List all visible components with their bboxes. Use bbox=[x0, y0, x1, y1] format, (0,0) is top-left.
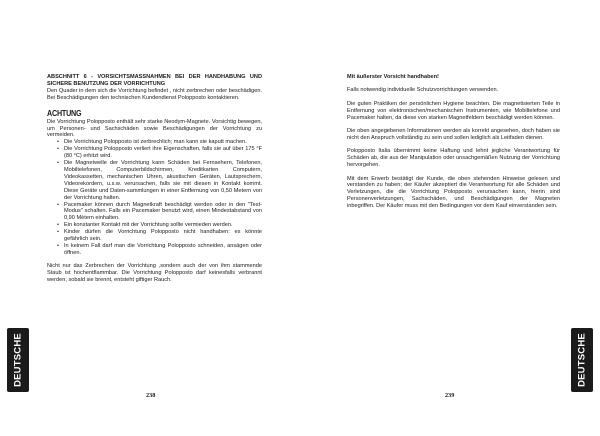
language-tab-label: DEUTSCHE bbox=[12, 333, 24, 387]
warning-list bbox=[47, 139, 262, 256]
list-item: • Die Vorrichtung Polopposto verliert ihre Eigenschaften, falls sie auf über 175 °F (80 °C) erhitzt wird. bbox=[57, 146, 262, 160]
right-page-content bbox=[347, 74, 560, 210]
left-page-content bbox=[47, 74, 262, 284]
warning-title: ACHTUNG bbox=[47, 107, 82, 118]
page-number-right: 239 bbox=[445, 392, 455, 399]
right-paragraph: Die guten Praktiken der persönlichen Hygiene beachten. Die magnetisierten Teile in Entfernung von elektronischen/mechanischen Instrumenten, wie Mobiltelefone und Pacemaker halten, da diese von starken Magnetfeldern beschädigt werden können. bbox=[347, 100, 560, 121]
intro-paragraph: Den Quader in dem sich die Vorrichtung befindet , nicht zerbrechen oder beschädigen. Bei Beschädigungen den technischen Kundendienst Polopposto kontaktieren. bbox=[47, 87, 262, 101]
list-item: • In keinem Fall darf man die Vorrichtung Polopposto schneiden, ansägen oder öffnen. bbox=[57, 243, 262, 257]
list-item: • Kinder dürfen die Vorrichtung Polopposto nicht handhaben: es könnte gefährlich sein. bbox=[57, 229, 262, 243]
right-paragraph: Falls notwendig individuelle Schutzvorrichtungen verwenden. bbox=[347, 87, 499, 94]
right-paragraph: Polopposto Italia übernimmt keine Haftung und lehnt jegliche Verantwortung für Schäden ab, die aus der Manipulation oder unsachgemäßen Nutzung der Vorrichtung hervorgehen. bbox=[347, 148, 560, 169]
page-number-left: 238 bbox=[146, 392, 156, 399]
closing-paragraph: Nicht nur das Zerbrechen der Vorrichtung ,sondern auch der von ihm stammende Staub ist hochentflammbar. Die Vorrichtung Polopposto darf keinesfalls verbrannt werden, sobald sie brennt, entsteht giftiger Rauch. bbox=[47, 263, 262, 284]
handling-warning: Mit äußerster Vorsicht handhaben! bbox=[347, 74, 439, 80]
list-item: • Die Vorrichtung Polopposto ist zerbrechlich; man kann sie kaputt machen. bbox=[57, 139, 262, 146]
right-paragraph: Die oben angegebenen Informationen werden als korrekt angesehen, doch haben sie nicht den Anspruch vollständig zu sein und sollen lediglich als Leitfaden dienen. bbox=[347, 128, 560, 141]
right-page bbox=[300, 0, 600, 436]
language-tab-label: DEUTSCHE bbox=[576, 333, 588, 387]
section-heading: ABSCHNITT 6 - VORSICHTSMASSNAHMEN BEI DER HANDHABUNG UND SICHERE BENUTZUNG DER VORRICHTUNG bbox=[47, 74, 262, 87]
language-tab-left bbox=[7, 328, 29, 392]
right-paragraph: Mit dem Erwerb bestätigt der Kunde, die oben stehenden Hinweise gelesen und verstanden zu haben; der Käufer akzeptiert die Verantwortung für alle Schäden und Verletzungen, die die Vorrichtung Polopposto verursachen kann, hierin sind Personenverletzungen, Sachschäden, und Beschädigungen der Magneten inbegriffen. Der Käufer muss mit den Bedingungen vor dem Kauf einverstanden sein. bbox=[347, 175, 560, 210]
list-item: • Die Magnetwelle der Vorrichtung kann Schäden bei Fernsehern, Telefonen, Mobiltelefonen, Computerbildschirmen, Kreditkarten Computern, Videokassetten, mechanischen Uhren, akustischen Geräten, Lautsprechern, Videorekordern, u.s.w. verursachen, falls sie mit diesen in Kontakt kommt. Diese Geräte und Daten-sammlungen in einer Entfernung von 0,50 Metern von der Vorrichtung halten. bbox=[57, 160, 262, 201]
list-item: • Ein konstanter Kontakt mit der Vorrichtung sollte vermieden werden. bbox=[57, 222, 262, 229]
list-item: • Pacemaker können durch Magnetkraft beschädigt werden oder in den "Test-Modus" schalten. Falls ein Pacemaker benutzt wird, einen Mindestabstand von 0,90 Mètern einhalten. bbox=[57, 202, 262, 223]
warning-intro: Die Vorrichtung Polopposto enthält sehr starke Neodym-Magnete. Vorsichtig bewegen, um Personen- und Sachschäden sowie Beschädigungen der Vorrichtung zu vermeiden. bbox=[47, 118, 262, 139]
language-tab-right bbox=[571, 328, 593, 392]
